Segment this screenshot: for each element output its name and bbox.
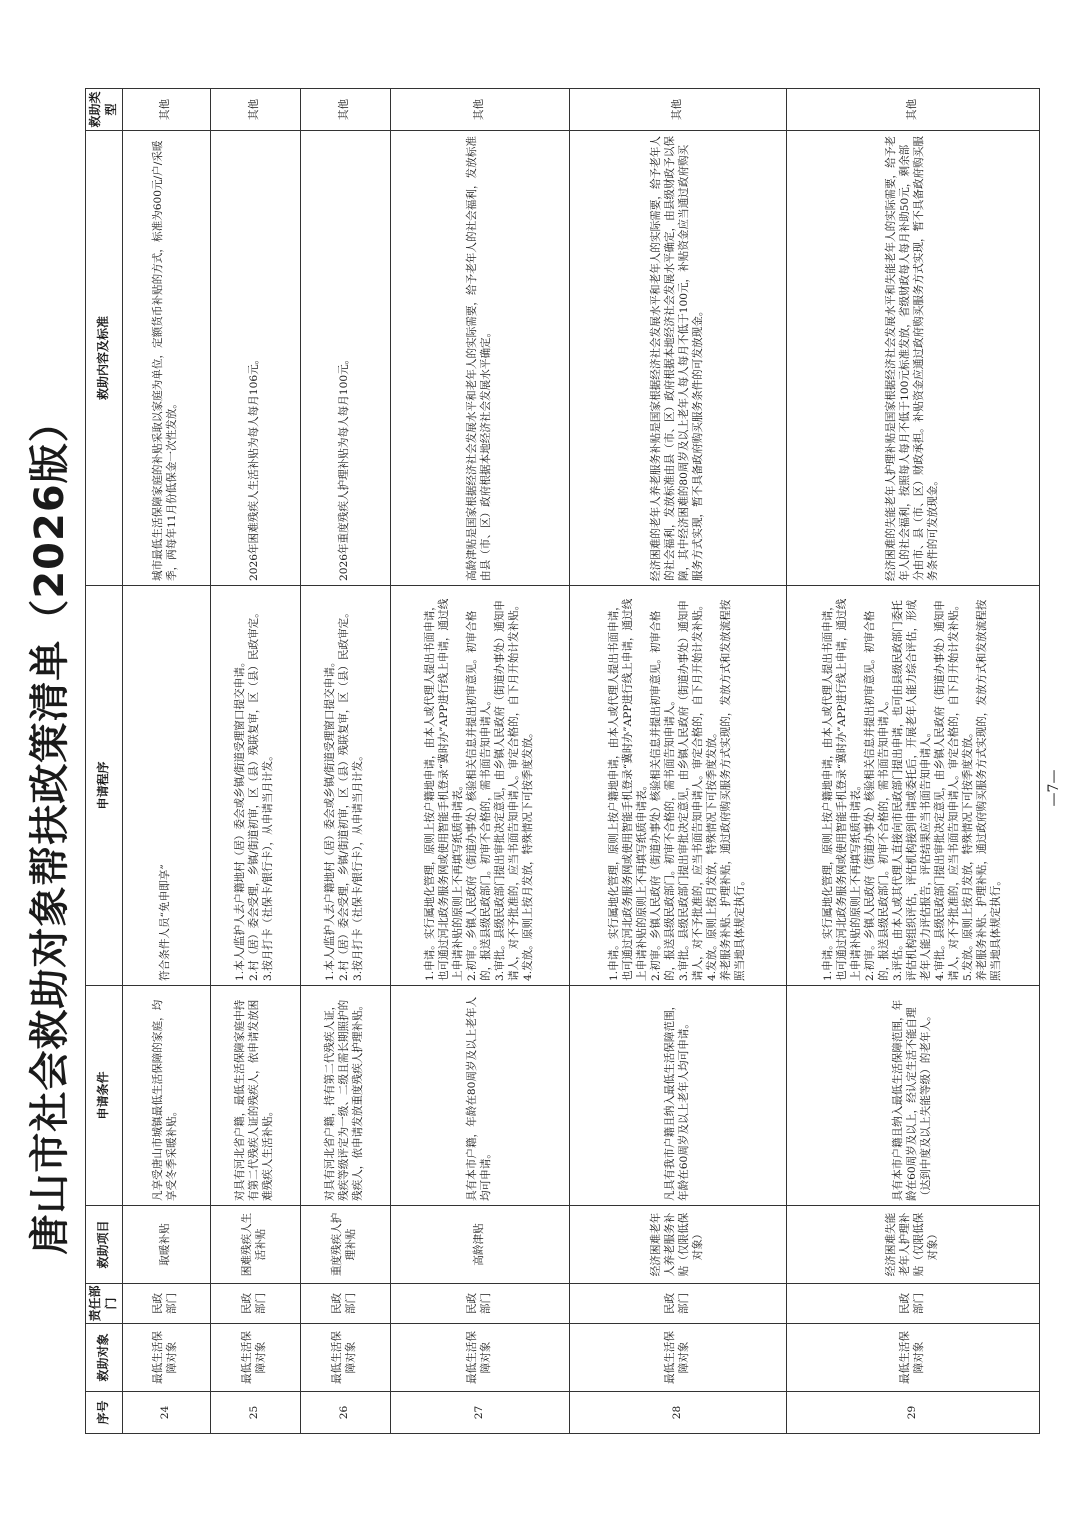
cell-dept: 民政部门 bbox=[210, 1284, 300, 1324]
col-header-target: 救助对象 bbox=[86, 1324, 123, 1392]
col-header-dept: 责任部门 bbox=[86, 1284, 123, 1324]
cell-condition: 对具有河北省户籍，最低生活保障家庭中持有第二代残疾人证的残疾人，依申请发放困难残疾人生活补贴。 bbox=[210, 986, 300, 1206]
cell-content: 经济困难的老年人养老服务补贴是国家根据经济社会发展水平和老年人的实际需要，给予老年人的社会福利，发放标准由县（市、区）政府根据本地经济社会发展水平确定，由县级财政予以保障，其中经济困难的80周岁及以上老年人每人每月不低于100元，补贴资金应当通过政府购买服务方式实现，暂不具备政府购买服务条件的可发放现金。 bbox=[569, 131, 787, 586]
cell-content: 高龄津贴是国家根据经济社会发展水平和老年人的实际需要，给予老年人的社会福利，发放标准由县（市、区）政府根据本地经济社会发展水平确定。 bbox=[390, 131, 569, 586]
cell-item: 重度残疾人护理补贴 bbox=[300, 1206, 390, 1284]
cell-dept: 民政部门 bbox=[787, 1284, 1040, 1324]
cell-dept: 民政部门 bbox=[300, 1284, 390, 1324]
cell-item: 高龄津贴 bbox=[390, 1206, 569, 1284]
cell-procedure bbox=[390, 586, 569, 986]
col-header-type: 救助类型 bbox=[86, 89, 123, 131]
procedure-text: 1.申请。实行属地化管理，原则上按户籍地申请，由本人或代理人提出书面申请，也可通过河北政务服务网或使用智能手机登录“冀时办”APP进行线上申请，通过线上申请补贴的原则上不再填写纸质申请表。 2.初审。乡镇人民政府（街道办事处）核验相关信息并提出初审意见。初审合格的，报送县级民政部门。初审不合格的，需书面告知申请人。 3.审批。县级民政部门提出审批决定意见，由乡镇人民政府（街道办事处）通知申请人，对不予批准的，应当书面告知申请人。审定合格的，自下月开始计发补贴。 4.发放。原则上按月发放，特殊情况下可按季度发放。 养老服务补贴、护理补贴，通过政府购买服务方式实现的，发放方式和发放流程按照当地具体规定执行。 bbox=[608, 598, 746, 981]
cell-type: 其他 bbox=[787, 89, 1040, 131]
policy-table bbox=[85, 88, 1040, 1434]
cell-condition: 具有本市户籍且纳入最低生活保障范围，年龄在60周岁及以上，经认定生活不能自理（达到中度及以上失能等级）的老年人。 bbox=[787, 986, 1040, 1206]
cell-content: 2026年困难残疾人生活补贴为每人每月106元。 bbox=[210, 131, 300, 586]
col-header-procedure: 申请程序 bbox=[86, 586, 123, 986]
col-header-condition: 申请条件 bbox=[86, 986, 123, 1206]
cell-target: 最低生活保障对象 bbox=[210, 1324, 300, 1392]
cell-condition: 凡具有我市户籍且纳入最低生活保障范围，年龄在60周岁及以上老年人均可申请。 bbox=[569, 986, 787, 1206]
cell-target: 最低生活保障对象 bbox=[787, 1324, 1040, 1392]
cell-target: 最低生活保障对象 bbox=[390, 1324, 569, 1392]
cell-procedure: 符合条件人员“免申即享” bbox=[122, 586, 210, 986]
cell-target: 最低生活保障对象 bbox=[300, 1324, 390, 1392]
cell-type: 其他 bbox=[390, 89, 569, 131]
table-row bbox=[390, 89, 569, 1434]
cell-procedure bbox=[569, 586, 787, 986]
table-row bbox=[210, 89, 300, 1434]
table-row bbox=[569, 89, 787, 1434]
page-number: —7— bbox=[1046, 769, 1062, 807]
cell-type: 其他 bbox=[210, 89, 300, 131]
cell-procedure bbox=[300, 586, 390, 986]
col-header-item: 救助项目 bbox=[86, 1206, 123, 1284]
procedure-text: 1.申请。实行属地化管理，原则上按户籍地申请，由本人或代理人提出书面申请，也可通过河北政务服务网或使用智能手机登录“冀时办”APP进行线上申请，通过线上申请补贴的原则上不再填写纸质申请表。 2.初审。乡镇人民政府（街道办事处）核验相关信息并提出初审意见。初审合格的，报送县级民政部门。初审不合格的，需书面告知申请人。 3.审批。县级民政部门提出审批决定意见，由乡镇人民政府（街道办事处）通知申请人，对不予批准的，应当书面告知申请人。审定合格的，自下月开始计发补贴。 4.发放。原则上按月发放，特殊情况下可按季度发放。 bbox=[423, 598, 534, 981]
cell-item: 困难残疾人生活补贴 bbox=[210, 1206, 300, 1284]
cell-type: 其他 bbox=[569, 89, 787, 131]
cell-item: 取暖补贴 bbox=[122, 1206, 210, 1284]
col-header-no: 序号 bbox=[86, 1392, 123, 1434]
cell-no: 24 bbox=[122, 1392, 210, 1434]
cell-dept: 民政部门 bbox=[569, 1284, 787, 1324]
cell-target: 最低生活保障对象 bbox=[569, 1324, 787, 1392]
procedure-text: 1.本人/监护人去户籍地村（居）委会或乡镇/街道受理窗口提交申请。 2.村（居）委会受理，乡镇/街道初审，区（县）残联复审，区（县）民政审定。 3.按月打卡（社保卡/银行卡），从申请当月计发。 bbox=[234, 607, 275, 981]
cell-content: 2026年重度残疾人护理补贴为每人每月100元。 bbox=[300, 131, 390, 586]
cell-no: 25 bbox=[210, 1392, 300, 1434]
procedure-text: 1.本人/监护人去户籍地村（居）委会或乡镇/街道受理窗口提交申请。 2.村（居）委会受理，乡镇/街道初审，区（县）残联复审，区（县）民政审定。 3.按月打卡（社保卡/银行卡），从申请当月计发。 bbox=[324, 607, 365, 981]
cell-procedure bbox=[210, 586, 300, 986]
cell-content: 经济困难的失能老年人护理补贴是国家根据经济社会发展水平和失能老年人的实际需要，给予老年人的社会福利，按照每人每月不低于100元标准发放，省级财政每人每月补助50元，剩余部分由市、县（市、区）财政承担。补贴资金应通过政府购买服务方式实现，暂不具备政府购买服务条件的可发放现金。 bbox=[787, 131, 1040, 586]
cell-condition: 凡享受唐山市城镇最低生活保障的家庭，均享受冬季采暖补贴。 bbox=[122, 986, 210, 1206]
cell-content: 城市最低生活保障家庭的补贴采取以家庭为单位，定额货币补贴的方式，标准为600元/户/采暖季，两每年11月份低保金一次性发放。 bbox=[122, 131, 210, 586]
document-title: 唐山市社会救助对象帮扶政策清单（2026版） bbox=[26, 401, 73, 1255]
table-row bbox=[300, 89, 390, 1434]
table-row bbox=[122, 89, 210, 1434]
cell-type: 其他 bbox=[122, 89, 210, 131]
cell-procedure bbox=[787, 586, 1040, 986]
cell-condition: 具有本市户籍，年龄在80周岁及以上老年人均可申请。 bbox=[390, 986, 569, 1206]
table-header-row bbox=[86, 89, 123, 1434]
procedure-text: 1.申请。实行属地化管理，原则上按户籍地申请，由本人或代理人提出书面申请，也可通过河北政务服务网或使用智能手机登录“冀时办”APP进行线上申请，通过线上申请补贴的原则上不再填写纸质申请表。 2.初审。乡镇人民政府（街道办事处）核验相关信息并提出初审意见。初审合格的，报送县级民政部门。初审不合格的，需书面告知申请人。 3.评估。由本人或其代理人直接向市民政部门提出申请，也可由县级民政部门委托评估机构组织评估，评估机构接到申请或委托后，开展老年人能力综合评估，形成老年人能力评估报告，评估结果应当书面告知申请人。 4.审批。县级民政部门提出审批决定意见，由乡镇人民政府（街道办事处）通知申请人，对不予批准的，应当书面告知申请人。审定合格的，自下月开始计发补贴。 5.发放。原则上按月发放，特殊情况下可按季度发放。 养老服务补贴、护理补贴，通过政府购买服务方式实现的，发放方式和发放流程按照当地具体规定执行。 bbox=[822, 598, 1002, 981]
cell-type: 其他 bbox=[300, 89, 390, 131]
cell-no: 27 bbox=[390, 1392, 569, 1434]
cell-no: 26 bbox=[300, 1392, 390, 1434]
cell-item: 经济困难老年人养老服务补贴（仅限低保对象） bbox=[569, 1206, 787, 1284]
cell-target: 最低生活保障对象 bbox=[122, 1324, 210, 1392]
cell-no: 29 bbox=[787, 1392, 1040, 1434]
cell-dept: 民政部门 bbox=[122, 1284, 210, 1324]
cell-no: 28 bbox=[569, 1392, 787, 1434]
cell-item: 经济困难失能老年人护理补贴（仅限低保对象） bbox=[787, 1206, 1040, 1284]
cell-dept: 民政部门 bbox=[390, 1284, 569, 1324]
table-row bbox=[787, 89, 1040, 1434]
col-header-content: 救助内容及标准 bbox=[86, 131, 123, 586]
cell-condition: 对具有河北省户籍，持有第二代残疾人证，残疾等级评定为一级、二级且需长期照护的残疾人，依申请发放重度残疾人护理补贴。 bbox=[300, 986, 390, 1206]
